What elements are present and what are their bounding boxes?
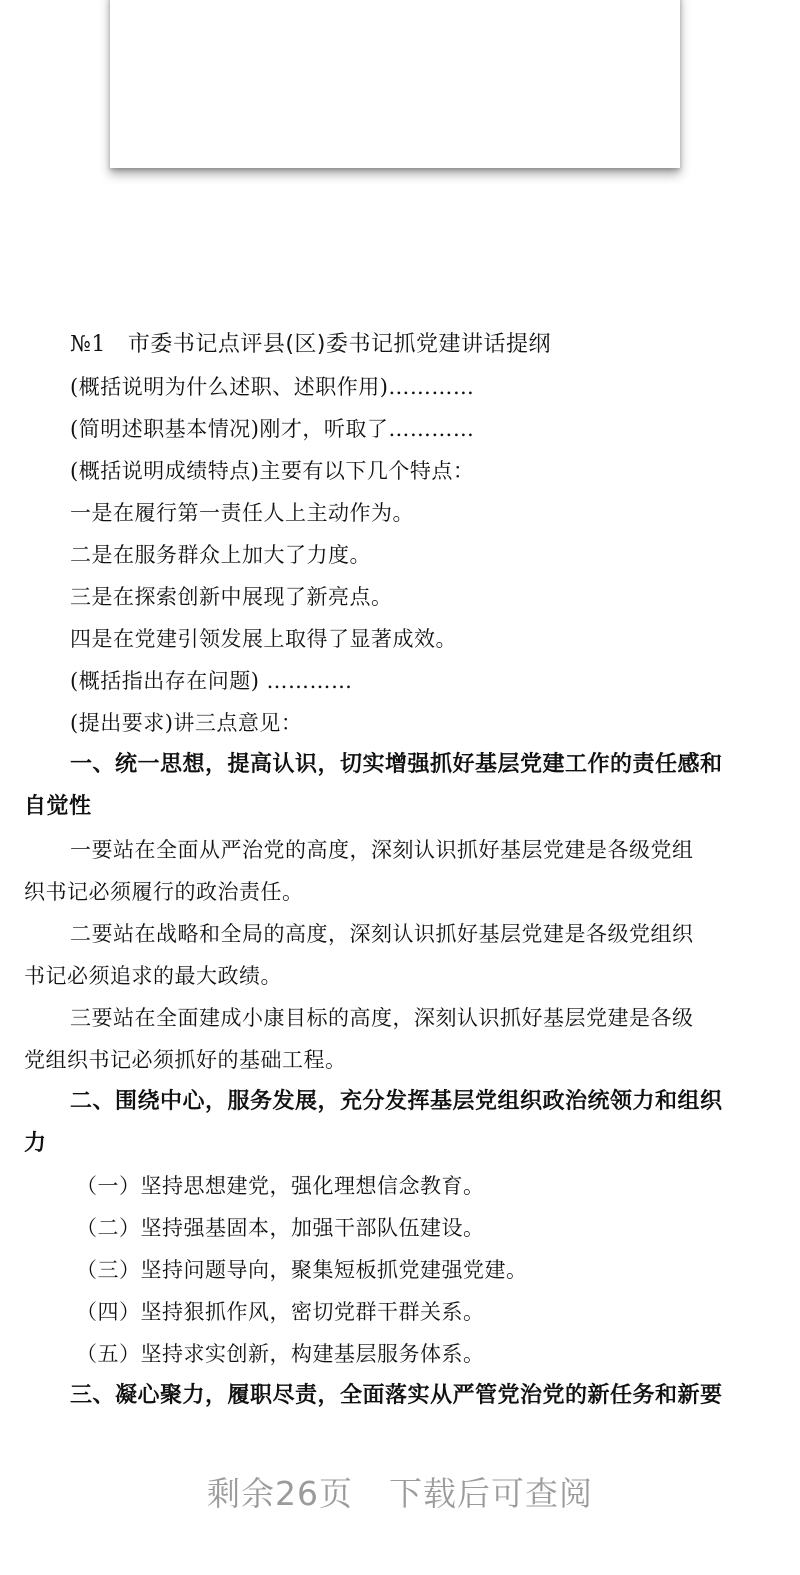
section-1-heading: 一、统一思想，提高认识，切实增强抓好基层党建工作的责任感和	[70, 752, 723, 777]
paragraph-line: (概括指出存在问题) …………	[70, 669, 353, 693]
section-1-point-1: 一要站在全面从严治党的高度，深刻认识抓好基层党建是各级党组	[70, 838, 694, 862]
paragraph-line: 三是在探索创新中展现了新亮点。	[70, 585, 393, 609]
title-text: 市委书记点评县(区)委书记抓党建讲话提纲	[127, 332, 551, 357]
section-2-item: （二）坚持强基固本，加强干部队伍建设。	[76, 1216, 485, 1240]
section-2-heading-cont: 力	[24, 1131, 47, 1156]
paragraph-line: 二是在服务群众上加大了力度。	[70, 543, 371, 567]
section-1-point-2-cont: 书记必须追求的最大政绩。	[24, 964, 282, 988]
paragraph-line: 一是在履行第一责任人上主动作为。	[70, 501, 414, 525]
section-1-point-3: 三要站在全面建成小康目标的高度，深刻认识抓好基层党建是各级	[70, 1006, 694, 1030]
paragraph-line: (简明述职基本情况)刚才，听取了…………	[70, 417, 475, 441]
download-to-view-text: 下载后可查阅	[389, 1474, 593, 1513]
paragraph-line: (概括说明为什么述职、述职作用)…………	[70, 375, 475, 399]
section-2-item: （三）坚持问题导向，聚集短板抓党建强党建。	[76, 1258, 528, 1282]
document-title	[70, 331, 551, 359]
section-1-point-2: 二要站在战略和全局的高度，深刻认识抓好基层党建是各级党组织	[70, 922, 694, 946]
remaining-pages-text: 剩余26页	[207, 1474, 353, 1513]
title-number: №1	[70, 332, 106, 357]
download-prompt[interactable]	[0, 1468, 800, 1515]
section-1-point-1-cont: 织书记必须履行的政治责任。	[24, 880, 304, 904]
document-preview-card	[110, 0, 680, 168]
section-2-item: （四）坚持狠抓作风，密切党群干群关系。	[76, 1300, 485, 1324]
section-1-point-3-cont: 党组织书记必须抓好的基础工程。	[24, 1048, 347, 1072]
section-3-heading: 三、凝心聚力，履职尽责，全面落实从严管党治党的新任务和新要	[70, 1383, 723, 1408]
section-2-heading: 二、围绕中心，服务发展，充分发挥基层党组织政治统领力和组织	[70, 1089, 723, 1114]
paragraph-line: 四是在党建引领发展上取得了显著成效。	[70, 627, 457, 651]
section-2-item: （一）坚持思想建党，强化理想信念教育。	[76, 1174, 485, 1198]
section-2-item: （五）坚持求实创新，构建基层服务体系。	[76, 1342, 485, 1366]
paragraph-line: (概括说明成绩特点)主要有以下几个特点：	[70, 459, 475, 483]
section-1-heading-cont: 自觉性	[24, 794, 92, 819]
paragraph-line: (提出要求)讲三点意见：	[70, 711, 303, 735]
